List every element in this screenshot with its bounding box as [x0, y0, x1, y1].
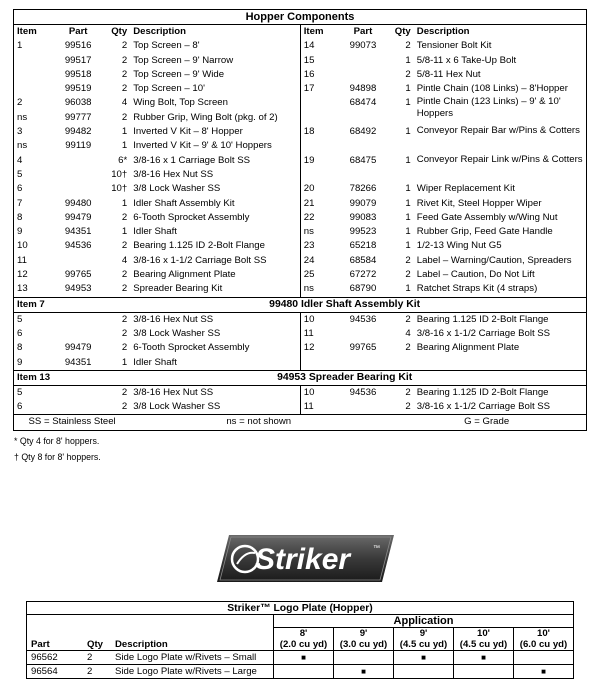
- part-cell: [339, 54, 388, 68]
- desc-cell: Rubber Grip, Wing Bolt (pkg. of 2): [133, 111, 278, 123]
- item-cell: 15: [300, 54, 338, 68]
- desc-cell: 3/8-16 Hex Nut SS: [133, 168, 214, 180]
- column-header: Part: [68, 26, 88, 37]
- desc-cell: Label – Warning/Caution, Spreaders: [416, 254, 572, 266]
- qty-cell: 1: [405, 83, 411, 95]
- item-cell: ns: [17, 140, 28, 152]
- qty-cell: 2: [405, 386, 411, 398]
- column-header: Qty: [87, 639, 103, 650]
- part-cell: 99519: [64, 83, 92, 95]
- item-cell: 19: [300, 154, 338, 183]
- hopper-row: [14, 239, 587, 253]
- desc-cell: 3/8 Lock Washer SS: [133, 401, 221, 413]
- app-size: 10': [477, 628, 490, 639]
- hopper-row: [14, 282, 587, 297]
- application-header: [334, 628, 394, 651]
- part-cell: 99777: [64, 111, 92, 123]
- qty-cell: 2: [121, 83, 128, 95]
- part-cell: 99765: [64, 269, 92, 281]
- item-cell: 5: [17, 313, 23, 325]
- legend-2: G = Grade: [387, 415, 586, 430]
- qty-cell: 1: [121, 140, 128, 152]
- kit7-title: 99480 Idler Shaft Assembly Kit: [103, 297, 586, 312]
- kit13-item-label: Item 13: [14, 370, 104, 385]
- desc-cell: Feed Gate Assembly w/Wing Nut: [416, 211, 558, 223]
- part-cell: 67272: [349, 269, 377, 281]
- item-cell: 3: [17, 126, 23, 138]
- item-cell: 10: [300, 385, 338, 400]
- qty-cell: 2: [121, 313, 128, 325]
- item-cell: 21: [300, 197, 338, 211]
- desc-cell: Top Screen – 9' Wide: [133, 68, 225, 80]
- part-cell: 96038: [64, 97, 92, 109]
- desc-cell: 3/8-16 x 1-1/2 Carriage Bolt SS: [416, 401, 551, 413]
- qty-cell: 1: [405, 283, 411, 295]
- application-mark: [514, 651, 574, 665]
- qty-cell: 1: [405, 211, 411, 223]
- desc-cell: 5/8-11 Hex Nut: [416, 68, 481, 80]
- column-header: Description: [416, 26, 470, 37]
- item-cell: 12: [17, 269, 28, 281]
- kit7-row: [14, 341, 587, 355]
- application-mark: ■: [514, 665, 574, 679]
- striker-logo: [215, 533, 396, 584]
- kit13-title: 94953 Spreader Bearing Kit: [103, 370, 586, 385]
- item-cell: 10: [17, 240, 28, 252]
- desc-cell: Pintle Chain (123 Links) – 9' & 10' Hoppers: [416, 96, 561, 119]
- footnote-qty-4: * Qty 4 for 8' hoppers.: [14, 436, 100, 446]
- item-cell: 17: [300, 82, 338, 96]
- item-cell: 11: [17, 254, 27, 266]
- qty-cell: 2: [83, 651, 111, 665]
- qty-cell: 1: [405, 226, 411, 238]
- kit7-row: [14, 327, 587, 341]
- logo-plate-header-row: [27, 628, 574, 651]
- qty-cell: 1: [405, 183, 411, 195]
- part-cell: 94536: [349, 313, 377, 325]
- desc-cell: Idler Shaft: [133, 356, 177, 368]
- desc-cell: Bearing 1.125 ID 2-Bolt Flange: [416, 313, 549, 325]
- part-cell: [53, 168, 103, 182]
- kit13-row: [14, 385, 587, 400]
- app-size: 10': [537, 628, 550, 639]
- part-cell: 68790: [349, 283, 377, 295]
- part-cell: [339, 68, 388, 82]
- app-volume: (3.0 cu yd): [339, 639, 388, 650]
- application-row: [27, 615, 574, 628]
- application-mark: ■: [334, 665, 394, 679]
- item-cell: 16: [300, 68, 338, 82]
- hopper-row: [14, 225, 587, 239]
- part-cell: 94536: [64, 240, 92, 252]
- column-header: Qty: [111, 26, 128, 37]
- desc-cell: [414, 356, 587, 371]
- qty-cell: 4: [121, 97, 128, 109]
- column-header: Description: [133, 26, 186, 37]
- qty-cell: 2: [405, 313, 411, 325]
- qty-cell: 1: [121, 356, 128, 368]
- qty-cell: 2: [83, 665, 111, 679]
- application-mark: [394, 665, 454, 679]
- part-cell: 99480: [64, 197, 92, 209]
- app-volume: (4.5 cu yd): [459, 639, 508, 650]
- desc-cell: Rubber Grip, Feed Gate Handle: [416, 226, 553, 238]
- desc-cell: Idler Shaft: [133, 226, 177, 238]
- part-cell: 96562: [27, 651, 84, 665]
- part-cell: [339, 400, 388, 415]
- part-cell: 68492: [349, 126, 377, 138]
- part-cell: [53, 385, 103, 400]
- qty-cell: 1: [405, 197, 411, 209]
- hopper-row: [14, 154, 587, 168]
- desc-cell: Top Screen – 10': [133, 83, 205, 95]
- qty-cell: 2: [121, 401, 128, 413]
- qty-cell: 1: [405, 154, 411, 166]
- item-cell: 7: [17, 197, 23, 209]
- qty-cell: 2: [121, 211, 128, 223]
- kit7-item-label: Item 7: [14, 297, 104, 312]
- desc-cell: 3/8 Lock Washer SS: [133, 183, 221, 195]
- spacer: [27, 615, 274, 628]
- desc-cell: Tensioner Bolt Kit: [416, 40, 492, 52]
- logo-plate-title-row: [27, 602, 574, 615]
- part-cell: [53, 254, 103, 268]
- kit13-row: [14, 400, 587, 415]
- kit13-title-row: [14, 370, 587, 385]
- part-cell: [53, 400, 103, 415]
- app-volume: (2.0 cu yd): [279, 639, 328, 650]
- item-cell: 9: [17, 226, 23, 238]
- qty-cell: 1: [405, 240, 411, 252]
- hopper-row: [14, 268, 587, 282]
- qty-cell: 2: [405, 40, 411, 52]
- qty-cell: 4: [405, 327, 411, 339]
- part-cell: 99518: [64, 68, 92, 80]
- part-cell: 94898: [349, 83, 377, 95]
- qty-cell: 2: [121, 111, 128, 123]
- item-cell: 25: [300, 268, 338, 282]
- application-mark: ■: [274, 651, 334, 665]
- desc-cell: 3/8-16 x 1-1/2 Carriage Bolt SS: [416, 327, 551, 339]
- app-size: 8': [299, 628, 308, 639]
- part-cell: 94536: [349, 386, 377, 398]
- desc-cell: Ratchet Straps Kit (4 straps): [416, 283, 538, 295]
- part-cell: 65218: [349, 240, 377, 252]
- part-cell: 99765: [349, 342, 377, 354]
- app-volume: (6.0 cu yd): [519, 639, 568, 650]
- item-cell: 23: [300, 239, 338, 253]
- item-cell: 11: [300, 327, 338, 341]
- desc-cell: 3/8-16 Hex Nut SS: [133, 313, 214, 325]
- qty-cell: 6*: [118, 154, 128, 166]
- application-mark: [274, 665, 334, 679]
- part-cell: 96564: [27, 665, 84, 679]
- qty-cell: 10†: [111, 168, 128, 180]
- desc-cell: 3/8 Lock Washer SS: [133, 327, 221, 339]
- part-cell: 99083: [349, 211, 377, 223]
- part-cell: 99073: [349, 40, 377, 52]
- hopper-row: [14, 197, 587, 211]
- qty-cell: 10†: [111, 183, 128, 195]
- hopper-row: [14, 39, 587, 53]
- desc-cell: Inverted V Kit – 8' Hopper: [133, 126, 243, 138]
- hopper-title-row: [14, 10, 587, 25]
- app-volume: (4.5 cu yd): [399, 639, 448, 650]
- part-cell: 99479: [64, 342, 92, 354]
- hopper-header-row: [14, 25, 587, 40]
- qty-cell: 2: [121, 68, 128, 80]
- item-cell: 18: [300, 125, 338, 154]
- legend-0: SS = Stainless Steel: [14, 415, 131, 430]
- footnote-qty-8: † Qty 8 for 8' hoppers.: [14, 452, 101, 462]
- item-cell: [300, 96, 338, 125]
- item-cell: [14, 82, 54, 96]
- desc-cell: Rivet Kit, Steel Hopper Wiper: [416, 197, 542, 209]
- part-cell: 68475: [349, 154, 377, 166]
- desc-cell: Conveyor Repair Bar w/Pins & Cotters: [416, 125, 580, 137]
- desc-cell: 6-Tooth Sprocket Assembly: [133, 211, 250, 223]
- item-cell: ns: [300, 225, 338, 239]
- part-cell: [339, 327, 388, 341]
- application-mark: ■: [394, 651, 454, 665]
- item-cell: 14: [300, 39, 338, 53]
- item-cell: 6: [17, 327, 23, 339]
- qty-cell: 1: [121, 197, 128, 209]
- part-cell: [53, 182, 103, 196]
- part-cell: [53, 154, 103, 168]
- column-header: Part: [353, 26, 373, 37]
- qty-cell: 2: [405, 342, 411, 354]
- desc-cell: Side Logo Plate w/Rivets – Small: [111, 651, 274, 665]
- qty-cell: 2: [121, 342, 128, 354]
- kit7-row: [14, 312, 587, 327]
- item-cell: 2: [17, 97, 23, 109]
- qty-cell: 2: [121, 40, 128, 52]
- item-cell: 20: [300, 182, 338, 196]
- qty-cell: 2: [121, 269, 128, 281]
- logo-plate-table: [26, 601, 574, 679]
- legend-1: ns = not shown: [130, 415, 387, 430]
- desc-cell: Bearing Alignment Plate: [416, 342, 520, 354]
- column-header: Item: [17, 26, 37, 37]
- hopper-components-table: [13, 9, 587, 431]
- qty-cell: 1: [121, 126, 128, 138]
- part-cell: 68474: [349, 97, 377, 109]
- part-cell: 99516: [64, 40, 92, 52]
- qty-cell: [387, 356, 413, 371]
- logo-plate-row: [27, 651, 574, 665]
- hopper-row: [14, 96, 587, 110]
- application-header: [454, 628, 514, 651]
- svg-text:Striker: Striker: [255, 543, 351, 576]
- kit7-row: [14, 356, 587, 371]
- item-cell: 6: [17, 401, 23, 413]
- item-cell: 1: [17, 40, 23, 52]
- desc-cell: Conveyor Repair Link w/Pins & Cotters: [416, 153, 583, 165]
- desc-cell: Bearing 1.125 ID 2-Bolt Flange: [416, 386, 549, 398]
- item-cell: 13: [17, 283, 28, 295]
- column-header: Description: [115, 639, 168, 650]
- qty-cell: 1: [121, 226, 128, 238]
- hopper-row: [14, 68, 587, 82]
- legend-row: [14, 415, 587, 430]
- logo-plate-row: [27, 665, 574, 679]
- part-cell: 99517: [64, 54, 92, 66]
- part-cell: 99079: [349, 197, 377, 209]
- item-cell: 8: [17, 342, 23, 354]
- application-header: [514, 628, 574, 651]
- hopper-row: [14, 54, 587, 68]
- item-cell: 6: [17, 183, 23, 195]
- app-size: 9': [359, 628, 368, 639]
- hopper-row: [14, 254, 587, 268]
- part-cell: [53, 327, 103, 341]
- qty-cell: 2: [121, 240, 128, 252]
- kit7-title-row: [14, 297, 587, 312]
- part-cell: 99119: [65, 140, 92, 152]
- logo-plate-title: Striker™ Logo Plate (Hopper): [27, 602, 574, 615]
- desc-cell: Spreader Bearing Kit: [133, 283, 223, 295]
- qty-cell: 2: [405, 401, 411, 413]
- item-cell: 5: [17, 386, 23, 398]
- desc-cell: Inverted V Kit – 9' & 10' Hoppers: [133, 140, 272, 152]
- desc-cell: Idler Shaft Assembly Kit: [133, 197, 235, 209]
- desc-cell: Wiper Replacement Kit: [416, 183, 515, 195]
- part-cell: 94351: [64, 226, 92, 238]
- qty-cell: 2: [121, 283, 128, 295]
- item-cell: ns: [300, 282, 338, 297]
- desc-cell: Top Screen – 8': [133, 40, 200, 52]
- svg-text:™: ™: [373, 545, 380, 552]
- desc-cell: 3/8-16 x 1 Carriage Bolt SS: [133, 154, 250, 166]
- application-header: [274, 628, 334, 651]
- qty-cell: 2: [405, 254, 411, 266]
- qty-cell: 1: [405, 54, 411, 66]
- qty-cell: 1: [405, 126, 411, 138]
- desc-cell: Label – Caution, Do Not Lift: [416, 269, 535, 281]
- item-cell: 22: [300, 211, 338, 225]
- application-mark: [334, 651, 394, 665]
- item-cell: 8: [17, 211, 23, 223]
- item-cell: [14, 68, 54, 82]
- application-mark: [454, 665, 514, 679]
- desc-cell: Wing Bolt, Top Screen: [133, 97, 228, 109]
- part-cell: 94953: [64, 283, 92, 295]
- hopper-row: [14, 125, 587, 139]
- part-cell: 99523: [349, 226, 377, 238]
- application-header: [394, 628, 454, 651]
- item-cell: 10: [300, 312, 338, 327]
- desc-cell: 5/8-11 x 6 Take-Up Bolt: [416, 54, 517, 66]
- part-cell: 99482: [64, 126, 92, 138]
- hopper-row: [14, 182, 587, 196]
- desc-cell: Bearing 1.125 ID 2-Bolt Flange: [133, 240, 265, 252]
- item-cell: 4: [17, 154, 23, 166]
- desc-cell: Pintle Chain (108 Links) – 8'Hopper: [416, 83, 568, 95]
- desc-cell: 3/8-16 Hex Nut SS: [133, 386, 214, 398]
- item-cell: [14, 54, 54, 68]
- part-cell: [339, 356, 388, 371]
- column-header: Qty: [394, 26, 411, 37]
- desc-cell: 6-Tooth Sprocket Assembly: [133, 342, 250, 354]
- hopper-row: [14, 82, 587, 96]
- desc-cell: Bearing Alignment Plate: [133, 269, 236, 281]
- part-cell: 78266: [349, 183, 377, 195]
- desc-cell: 1/2-13 Wing Nut G5: [416, 240, 502, 252]
- desc-cell: Top Screen – 9' Narrow: [133, 54, 234, 66]
- item-cell: 5: [17, 168, 23, 180]
- part-cell: 99479: [64, 211, 92, 223]
- desc-cell: Side Logo Plate w/Rivets – Large: [111, 665, 274, 679]
- part-cell: 94351: [64, 356, 92, 368]
- qty-cell: 2: [121, 54, 128, 66]
- part-cell: 68584: [349, 254, 377, 266]
- item-cell: 9: [17, 356, 23, 368]
- item-cell: 24: [300, 254, 338, 268]
- column-header: Item: [300, 25, 338, 40]
- app-size: 9': [419, 628, 428, 639]
- qty-cell: 2: [121, 386, 128, 398]
- hopper-row: [14, 211, 587, 225]
- application-label: Application: [274, 615, 574, 628]
- qty-cell: 2: [405, 68, 411, 80]
- part-cell: [53, 312, 103, 327]
- qty-cell: 2: [405, 269, 411, 281]
- item-cell: 12: [300, 341, 338, 355]
- qty-cell: 1: [405, 97, 411, 109]
- item-cell: [300, 356, 338, 371]
- qty-cell: 2: [121, 327, 128, 339]
- application-mark: ■: [454, 651, 514, 665]
- item-cell: ns: [17, 111, 28, 123]
- qty-cell: 4: [121, 254, 128, 266]
- item-cell: 11: [300, 400, 338, 415]
- hopper-title: Hopper Components: [14, 10, 587, 25]
- column-header: Part: [31, 639, 50, 650]
- desc-cell: 3/8-16 x 1-1/2 Carriage Bolt SS: [133, 254, 267, 266]
